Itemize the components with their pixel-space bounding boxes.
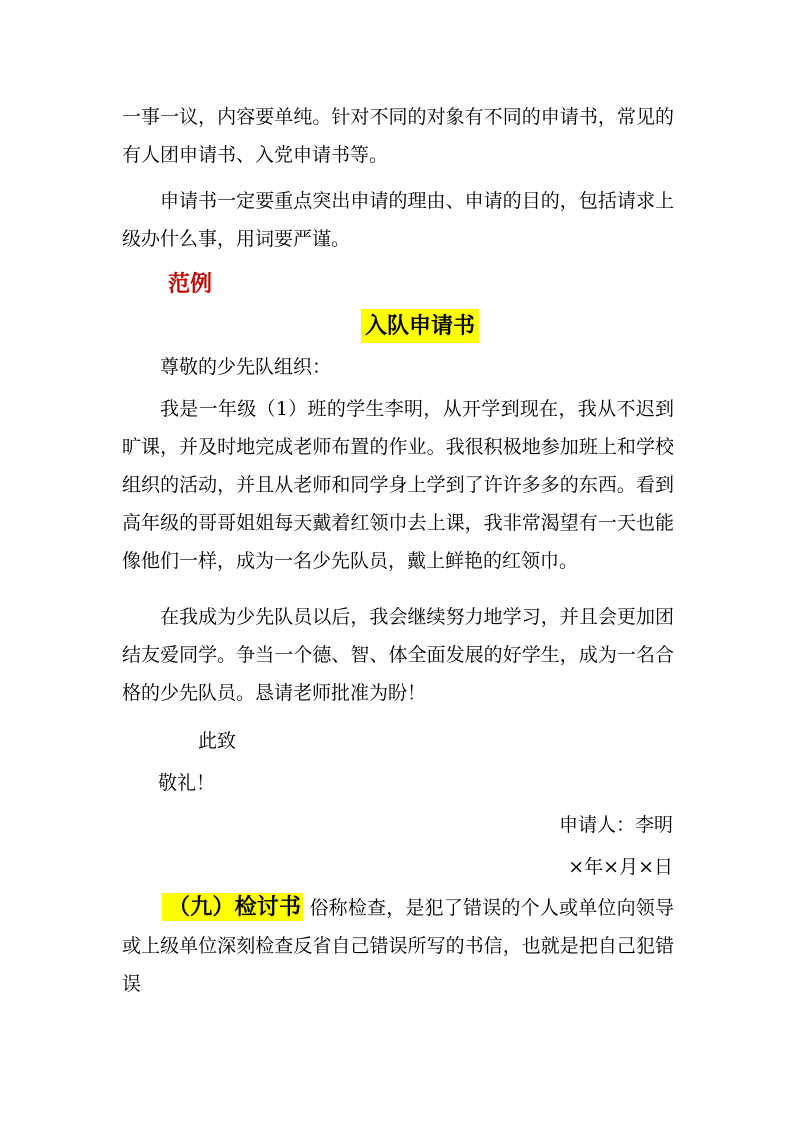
letter-body-paragraph-2: 在我成为少先队员以后，我会继续努力地学习，并且会更加团结友爱同学。争当一个德、智、体全面发展的好学生，成为一名合格的少先队员。恳请老师批准为盼！ [122, 606, 674, 704]
next-section-heading: （九）检讨书 [162, 893, 303, 921]
next-section-paragraph [122, 888, 674, 1003]
date: ×年×月×日 [568, 856, 673, 878]
closing-line-2: 敬礼！ [158, 772, 216, 794]
intro-paragraph-2: 申请书一定要重点突出申请的理由、申请的目的，包括请求上级办什么事，用词要严谨。 [122, 190, 674, 250]
salutation: 尊敬的少先队组织： [160, 356, 332, 378]
closing-line-1: 此致 [198, 730, 237, 752]
signature: 申请人：李明 [558, 814, 673, 836]
letter-body-paragraph-1: 我是一年级（1）班的学生李明，从开学到现在，我从不迟到旷课，并及时地完成老师布置的作业。我很积极地参加班上和学校组织的活动，并且从老师和同学身上学到了许许多多的东西。看到高年级的哥哥姐姐每天戴着红领巾去上课，我非常渴望有一天也能像他们一样，成为一名少先队员，戴上鲜艳的红领巾。 [122, 398, 674, 572]
application-title: 入队申请书 [361, 309, 479, 343]
intro-paragraph-1: 一事一议，内容要单纯。针对不同的对象有不同的申请书，常见的有人团申请书、入党申请书等。 [122, 106, 674, 166]
example-label: 范例 [168, 271, 213, 297]
next-section-text: 俗称检查，是犯了错误的个人或单位向领导或上级单位深刻检查反省自己错误所写的书信，也就是把自己犯错误 [122, 897, 674, 995]
